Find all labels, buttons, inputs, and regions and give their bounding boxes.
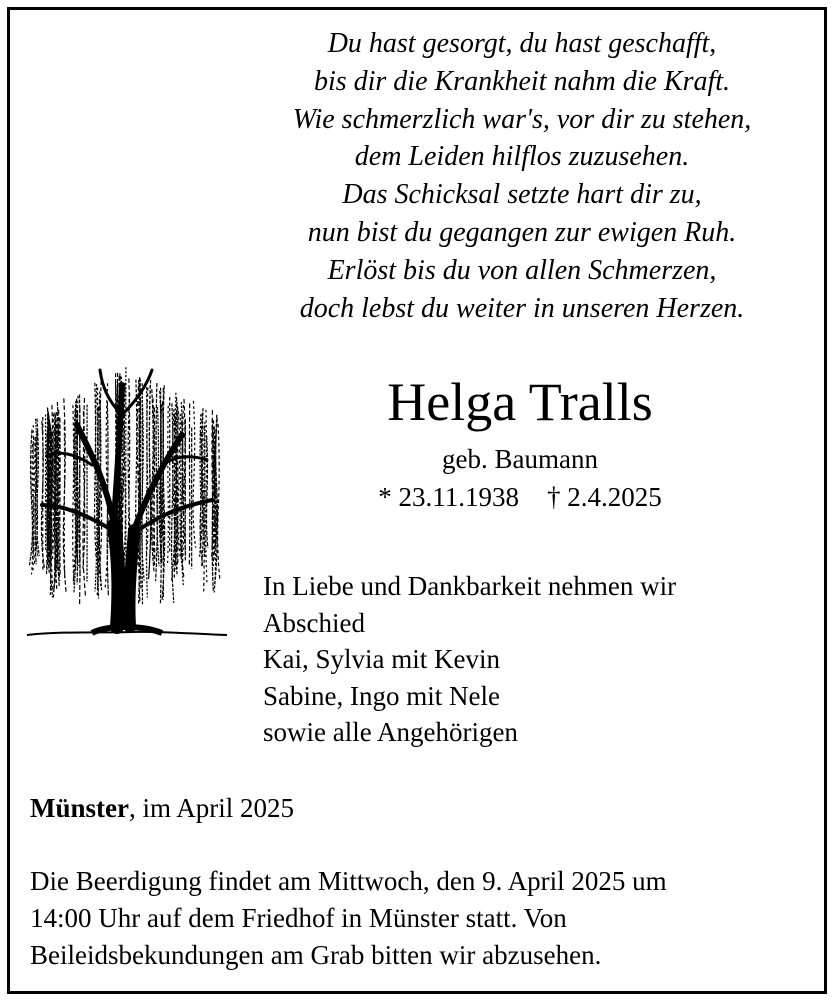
weeping-willow-icon [22,355,232,645]
place-date [30,790,730,826]
funeral-line: Die Beerdigung findet am Mittwoch, den 9. April 2025 um [30,866,667,896]
funeral-line: Beileidsbekundungen am Grab bitten wir abzusehen. [30,940,602,970]
place-month: , im April 2025 [128,793,294,823]
deceased-name: Helga Tralls [387,372,653,432]
poem-line: bis dir die Krankheit nahm die Kraft. [313,65,731,97]
mourners-line: sowie alle Angehörigen [263,717,518,747]
funeral-notice [30,863,810,974]
poem [212,25,832,327]
poem-line: nun bist du gegangen zur ewigen Ruh. [307,216,737,248]
death-date: † 2.4.2025 [547,482,662,512]
poem-line: dem Leiden hilflos zuzusehen. [354,141,690,173]
mourners-line: Sabine, Ingo mit Nele [263,680,500,711]
poem-line: Wie schmerzlich war's, vor dir zu stehen, [292,103,752,135]
poem-line: Du hast gesorgt, du hast geschafft, [327,28,717,59]
poem-line: doch lebst du weiter in unseren Herzen. [299,292,745,324]
mourners-line: In Liebe und Dankbarkeit nehmen wir [263,571,677,601]
poem-line: Das Schicksal setzte hart dir zu, [342,179,702,211]
birth-name: geb. Baumann [442,444,598,474]
mourners-line: Kai, Sylvia mit Kevin [263,644,500,674]
funeral-line: 14:00 Uhr auf dem Friedhof in Münster statt. Von [30,903,567,933]
mourners-line: Abschied [263,607,365,638]
birth-date: * 23.11.1938 [378,482,519,512]
poem-line: Erlöst bis du von allen Schmerzen, [327,254,717,286]
place-city: Münster [30,793,129,823]
life-dates [290,480,750,514]
mourners [263,568,803,751]
